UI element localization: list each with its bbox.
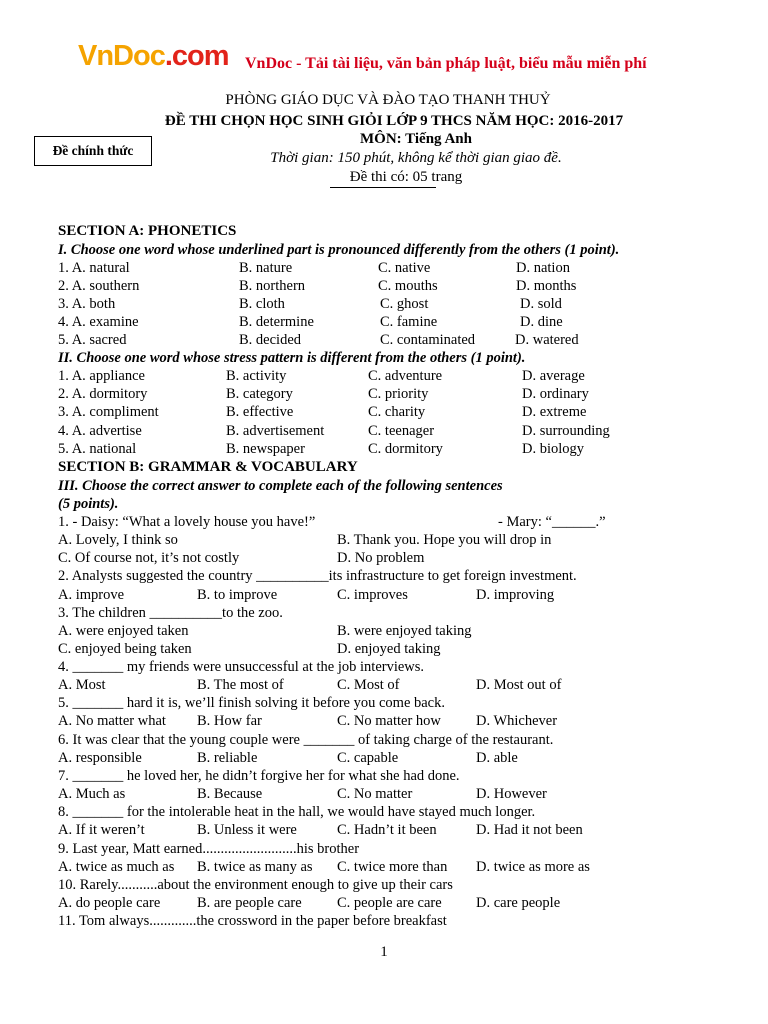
option: A. No matter what [58,713,166,729]
option: D. Most out of [476,677,562,693]
option: 3. A. both [58,296,116,312]
question-text: 1. - Daisy: “What a lovely house you have!” [58,514,316,530]
option: D. improving [476,587,555,603]
option: C. capable [337,750,399,766]
option: C. ghost [380,296,429,312]
option: C. No matter how [337,713,441,729]
option: 3. A. compliment [58,404,159,420]
option: C. improves [337,587,408,603]
site-tagline: VnDoc - Tải tài liệu, văn bản pháp luật, biểu mẫu miễn phí [245,55,647,72]
option: B. are people care [197,895,302,911]
option: 1. A. appliance [58,368,145,384]
option: A. do people care [58,895,161,911]
option: B. reliable [197,750,258,766]
option: B. twice as many as [197,859,313,875]
option: D. watered [515,332,579,348]
option: 2. A. southern [58,278,140,294]
option: B. nature [239,260,293,276]
option: D. However [476,786,547,802]
option: A. If it weren’t [58,822,145,838]
option: C. contaminated [380,332,476,348]
option: B. decided [239,332,302,348]
option: A. were enjoyed taken [58,623,189,639]
option: B. northern [239,278,306,294]
option: 5. A. sacred [58,332,127,348]
option: D. ordinary [522,386,589,402]
part-1-instruction: I. Choose one word whose underlined part is pronounced differently from the others (1 point). [58,242,620,258]
question-9: 9. Last year, Matt earned..........................his brother [58,841,360,857]
option: B. activity [226,368,287,384]
option: B. effective [226,404,294,420]
option: B. How far [197,713,262,729]
option: D. months [516,278,577,294]
question-8: 8. _______ for the intolerable heat in the hall, we would have stayed much longer. [58,804,536,820]
header-divider [330,187,436,188]
option: C. mouths [378,278,438,294]
option: C. adventure [368,368,443,384]
option: D. nation [516,260,570,276]
option: C. native [378,260,431,276]
section-b-title: SECTION B: GRAMMAR & VOCABULARY [58,459,358,475]
option: D. extreme [522,404,587,420]
question-text: - Mary: “______.” [498,514,606,530]
option: C. Most of [337,677,400,693]
part-2-instruction: II. Choose one word whose stress pattern is different from the others (1 point). [58,350,526,366]
option: D. enjoyed taking [337,641,441,657]
option: B. cloth [239,296,285,312]
vndoc-logo: VnDoc.com [78,40,229,72]
option: 1. A. natural [58,260,130,276]
option: D. twice as more as [476,859,590,875]
part-3-points: (5 points). [58,496,119,512]
part-3-instruction: III. Choose the correct answer to complete each of the following sentences [58,478,503,494]
option: C. people are care [337,895,442,911]
option: 4. A. examine [58,314,139,330]
option: D. No problem [337,550,425,566]
option: C. Of course not, it’s not costly [58,550,240,566]
option: B. Unless it were [197,822,297,838]
option: D. dine [520,314,563,330]
option: C. enjoyed being taken [58,641,192,657]
option: B. advertisement [226,423,325,439]
option: A. twice as much as [58,859,175,875]
option: B. determine [239,314,314,330]
option: C. Hadn’t it been [337,822,437,838]
option: B. Because [197,786,263,802]
option: C. charity [368,404,426,420]
option: C. dormitory [368,441,443,457]
option: D. biology [522,441,585,457]
option: 5. A. national [58,441,137,457]
page-number: 1 [380,944,388,960]
option: D. surrounding [522,423,610,439]
question-4: 4. _______ my friends were unsuccessful at the job interviews. [58,659,425,675]
question-11: 11. Tom always.............the crossword in the paper before breakfast [58,913,447,929]
option: D. Had it not been [476,822,583,838]
option: C. No matter [337,786,413,802]
option: B. category [226,386,293,402]
option: C. twice more than [337,859,448,875]
option: B. were enjoyed taking [337,623,472,639]
exam-time: Thời gian: 150 phút, không kể thời gian giao đề. [270,150,562,166]
department-name: PHÒNG GIÁO DỤC VÀ ĐÀO TẠO THANH THUỶ [225,92,551,108]
option: C. famine [380,314,438,330]
option: B. to improve [197,587,278,603]
option: A. Much as [58,786,126,802]
option: D. sold [520,296,562,312]
option: C. priority [368,386,429,402]
option: 2. A. dormitory [58,386,148,402]
exam-subject: MÔN: Tiếng Anh [360,131,472,147]
question-7: 7. _______ he loved her, he didn’t forgive her for what she had done. [58,768,460,784]
question-5: 5. _______ hard it is, we’ll finish solving it before you come back. [58,695,445,711]
question-3: 3. The children __________to the zoo. [58,605,283,621]
option: D. average [522,368,585,384]
option: B. The most of [197,677,284,693]
question-10: 10. Rarely...........about the environment enough to give up their cars [58,877,453,893]
option: A. Most [58,677,106,693]
option: D. Whichever [476,713,558,729]
exam-page-count: Đề thi có: 05 trang [349,169,463,185]
option: 4. A. advertise [58,423,142,439]
section-a-title: SECTION A: PHONETICS [58,223,237,239]
question-6: 6. It was clear that the young couple were _______ of taking charge of the restaurant. [58,732,554,748]
official-exam-box: Đề chính thức [34,136,152,166]
option: A. Lovely, I think so [58,532,178,548]
exam-title: ĐỀ THI CHỌN HỌC SINH GIỎI LỚP 9 THCS NĂM HỌC: 2016-2017 [164,113,624,129]
option: A. improve [58,587,125,603]
option: D. care people [476,895,561,911]
option: D. able [476,750,518,766]
question-2: 2. Analysts suggested the country __________its infrastructure to get foreign investment. [58,568,577,584]
option: C. teenager [368,423,435,439]
option: B. newspaper [226,441,305,457]
option: B. Thank you. Hope you will drop in [337,532,552,548]
option: A. responsible [58,750,142,766]
